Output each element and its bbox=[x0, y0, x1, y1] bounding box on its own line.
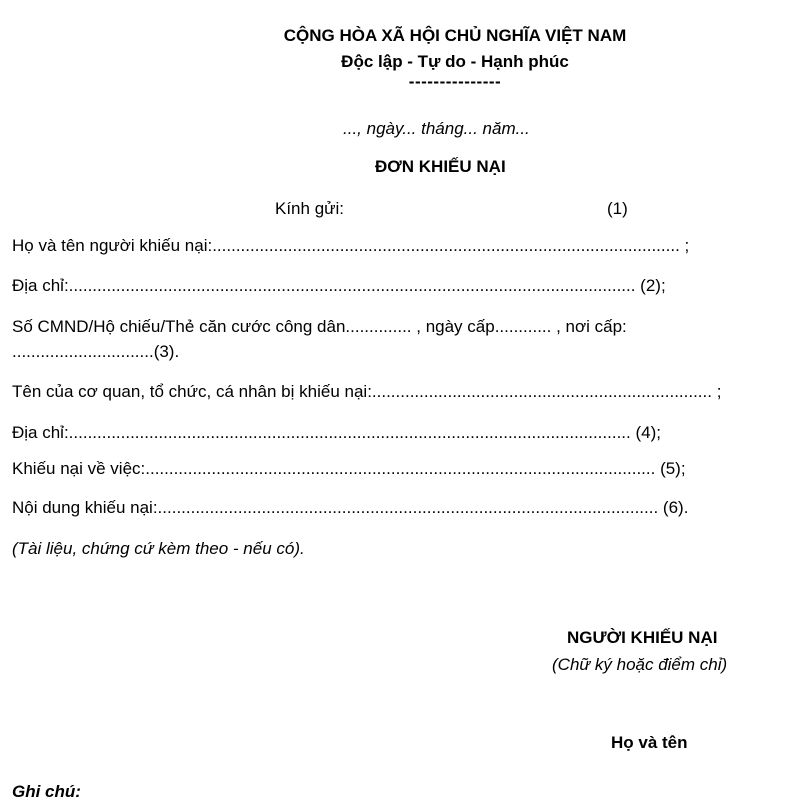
recipient-ref: (1) bbox=[607, 199, 628, 218]
complainant-id-place-field: ..............................(3). bbox=[12, 342, 180, 361]
document-title: ĐƠN KHIẾU NẠI bbox=[375, 157, 506, 176]
notes-label: Ghi chú: bbox=[12, 782, 81, 801]
national-motto: Độc lập - Tự do - Hạnh phúc bbox=[341, 52, 569, 71]
complaint-content-field: Nội dung khiếu nại:.......................................................................................................... (6). bbox=[12, 498, 689, 517]
complainant-name-field: Họ và tên người khiếu nại:................................................................................................... ; bbox=[12, 236, 690, 255]
date-line: ..., ngày... tháng... năm... bbox=[343, 119, 530, 138]
signer-name-label: Họ và tên bbox=[611, 733, 688, 752]
signer-title: NGƯỜI KHIẾU NẠI bbox=[567, 628, 718, 647]
header-separator: --------------- bbox=[408, 72, 502, 91]
national-title: CỘNG HÒA XÃ HỘI CHỦ NGHĨA VIỆT NAM bbox=[283, 26, 627, 45]
complaint-subject-field: Khiếu nại về việc:............................................................................................................ (5); bbox=[12, 459, 686, 478]
respondent-name-field: Tên của cơ quan, tổ chức, cá nhân bị khiếu nại:........................................................................ ; bbox=[12, 382, 722, 401]
complainant-id-field: Số CMND/Hộ chiếu/Thẻ căn cước công dân.............. , ngày cấp............ , nơi cấp: bbox=[12, 317, 627, 336]
recipient-label: Kính gửi: bbox=[275, 199, 345, 218]
attachments-note: (Tài liệu, chứng cứ kèm theo - nếu có). bbox=[12, 539, 305, 558]
signer-note: (Chữ ký hoặc điểm chỉ) bbox=[552, 655, 728, 674]
respondent-address-field: Địa chỉ:....................................................................................................................... (4); bbox=[12, 423, 661, 442]
complainant-address-field: Địa chỉ:........................................................................................................................ (2); bbox=[12, 276, 666, 295]
